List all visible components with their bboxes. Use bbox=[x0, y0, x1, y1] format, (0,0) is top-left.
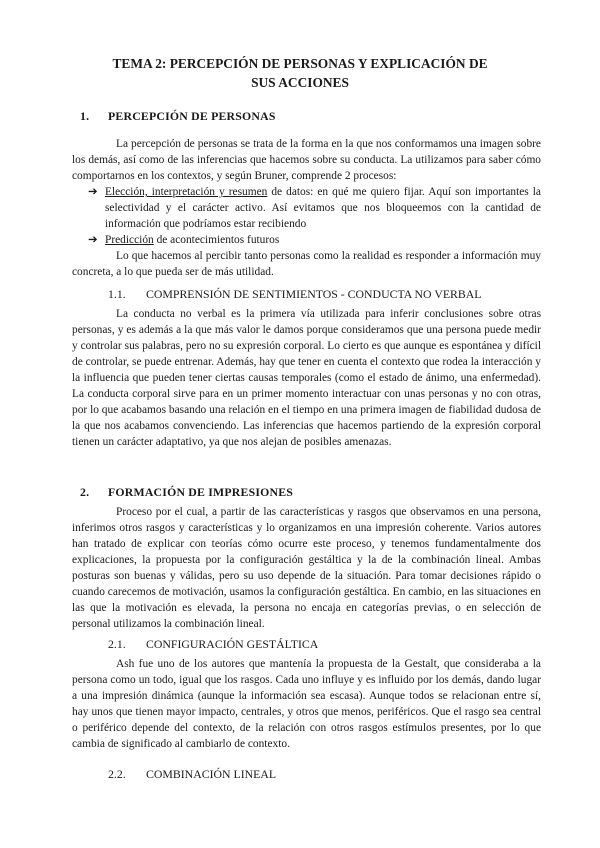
list-item bbox=[88, 184, 541, 232]
underlined-term: Elección, interpretación y resumen bbox=[105, 186, 268, 198]
section-title: COMBINACIÓN LINEAL bbox=[146, 767, 277, 781]
title-line-2: SUS ACCIONES bbox=[251, 75, 349, 90]
title-line-1: TEMA 2: PERCEPCIÓN DE PERSONAS Y EXPLICACIÓN DE bbox=[112, 56, 488, 71]
section-number: 2. bbox=[80, 485, 90, 499]
subsection-2-2-heading bbox=[108, 766, 538, 782]
section-number: 1.1. bbox=[108, 287, 126, 301]
subsection-1-1-heading bbox=[108, 286, 538, 302]
section-number: 2.1. bbox=[108, 637, 126, 651]
list-item bbox=[88, 232, 541, 248]
section-number: 1. bbox=[80, 109, 90, 123]
document-title bbox=[60, 54, 540, 92]
list-item-rest: de datos: en qué me quiero fijar. Aquí son importantes la selectividad y el carácter activo. Así evitamos que nos bloqueemos con la cantidad de información que podríamos estar recibiendo bbox=[105, 186, 541, 230]
subsection-2-1-heading bbox=[108, 636, 538, 652]
list-item-rest: de acontecimientos futuros bbox=[153, 234, 280, 246]
section-2-heading bbox=[80, 484, 540, 500]
paragraph: La conducta no verbal es la primera vía utilizada para inferir conclusiones sobre otras personas, y es además a la que más valor le damos porque consideramos que una persona puede medir y controlar sus palabras, pero no su expresión corporal. Lo cierto es que aunque es espontánea y difícil de controlar, se puede entrenar. Además, hay que tener en cuenta el contexto que rodea la interacción y la influencia que pueden tener ciertas causas temporales (como el estado de ánimo, una enfermedad). La conducta corporal sirve para en un primer momento interactuar con unas personas y no con otras, por lo que acabamos basando una relación en el tiempo en una primera imagen de fiabilidad dudosa de la que nos acabamos convenciendo. Las inferencias que hacemos partiendo de la expresión corporal tienen un carácter adaptativo, ya que nos alejan de posibles amenazas. bbox=[72, 308, 541, 448]
section-title: COMPRENSIÓN DE SENTIMIENTOS - CONDUCTA NO VERBAL bbox=[146, 287, 482, 301]
arrow-icon: ➔ bbox=[88, 186, 98, 198]
section-1-heading bbox=[80, 108, 540, 124]
list-item-text bbox=[105, 232, 541, 248]
section-title: CONFIGURACIÓN GESTÁLTICA bbox=[146, 637, 319, 651]
section-title: FORMACIÓN DE IMPRESIONES bbox=[108, 485, 294, 499]
section-title: PERCEPCIÓN DE PERSONAS bbox=[108, 109, 276, 123]
arrow-icon: ➔ bbox=[88, 234, 98, 246]
paragraph: La percepción de personas se trata de la forma en la que nos conformamos una imagen sobre los demás, así como de las inferencias que hacemos sobre su conducta. La utilizamos para saber cómo comportarnos en los contextos, y según Bruner, comprende 2 procesos: bbox=[72, 138, 541, 182]
list-item-text bbox=[105, 184, 541, 232]
paragraph: Lo que hacemos al percibir tanto personas como la realidad es responder a información muy concreta, a lo que pueda ser de más utilidad. bbox=[72, 250, 541, 278]
section-number: 2.2. bbox=[108, 767, 126, 781]
paragraph: Ash fue uno de los autores que mantenía la propuesta de la Gestalt, que consideraba a la persona como un todo, igual que los rasgos. Cada uno influye y es influido por los demás, dando lugar a una impresión dinámica (aunque la información sea escasa). Aunque todos se relacionan entre sí, hay unos que tienen mayor impacto, centrales, y otros que menos, periféricos. Que el rasgo sea central o periférico depende del contexto, de la relación con otros rasgos estímulos presentes, por lo que cambia de significado al cambiarlo de contexto. bbox=[72, 658, 541, 750]
paragraph: Proceso por el cual, a partir de las características y rasgos que observamos en una persona, inferimos otros rasgos y características y lo organizamos en una impresión coherente. Varios autores han tratado de explicar con teorías cómo ocurre este proceso, y tenemos fundamentalmente dos explicaciones, la propuesta por la configuración gestáltica y la de la combinación lineal. Ambas posturas son buenas y válidas, pero su uso depende de la situación. Para tomar decisiones rápido o cuando carecemos de motivación, usamos la configuración gestáltica. En cambio, en las situaciones en las que la motivación es elevada, la persona no encaja en categorías previas, o en selección de personal utilizamos la combinación lineal. bbox=[72, 506, 541, 630]
underlined-term: Predicción bbox=[105, 234, 154, 246]
